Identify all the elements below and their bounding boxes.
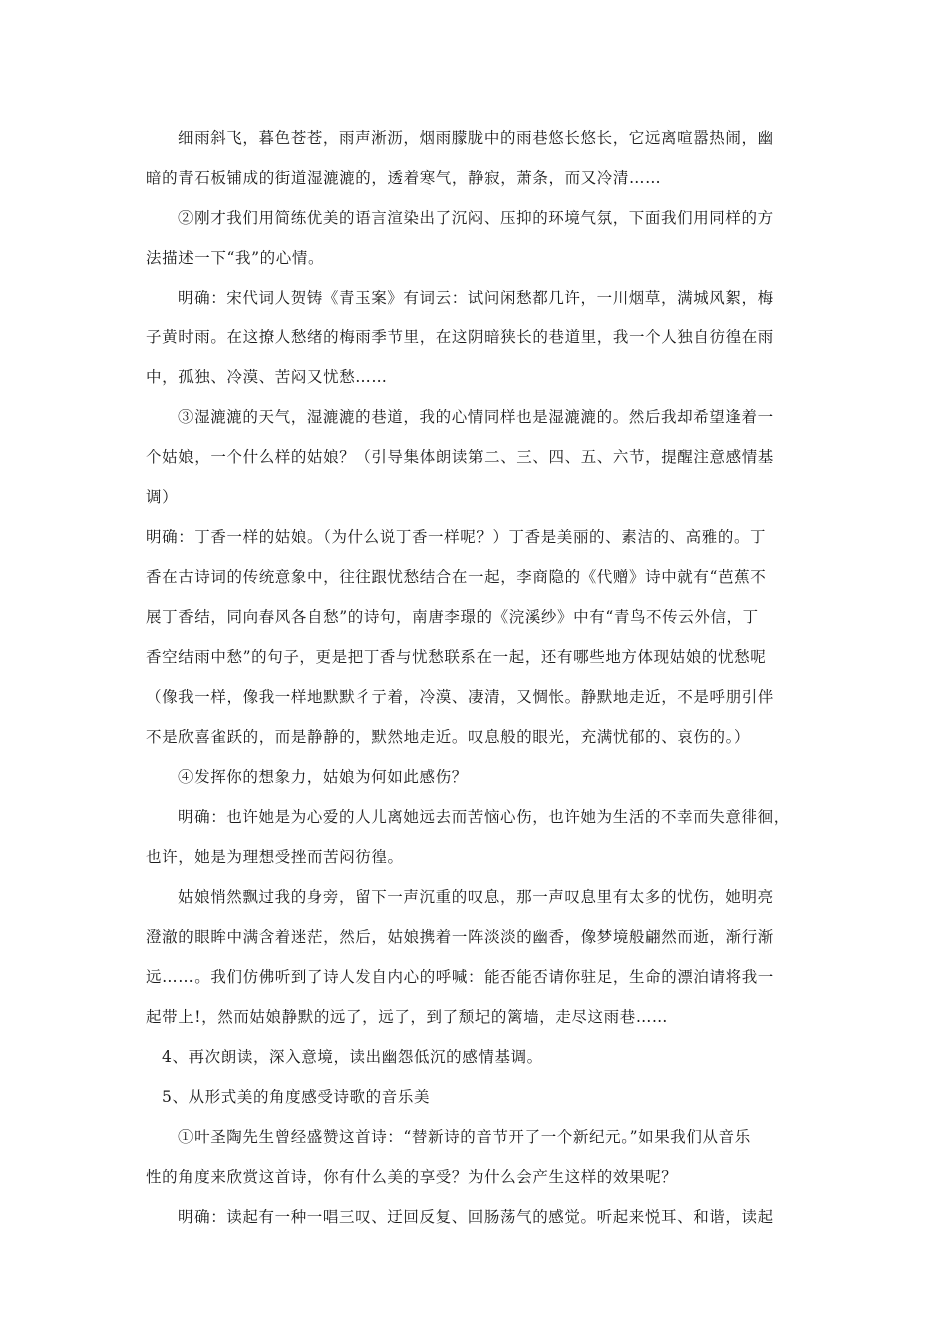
paragraph-line: 也许，她是为理想受挫而苦闷彷徨。	[146, 848, 404, 866]
paragraph-line: （像我一样，像我一样地默默彳亍着，冷漠、凄清，又惆怅。静默地走近，不是呼朋引伴	[146, 688, 774, 706]
paragraph-line: 澄澈的眼眸中满含着迷茫，然后，姑娘携着一阵淡淡的幽香，像梦境般翩然而逝，渐行渐	[146, 928, 774, 946]
paragraph-line: ②刚才我们用简练优美的语言渲染出了沉闷、压抑的环境气氛，下面我们用同样的方	[178, 209, 774, 227]
paragraph-line: 4、再次朗读，深入意境，读出幽怨低沉的感情基调。	[162, 1048, 543, 1066]
paragraph-line: 暗的青石板铺成的街道湿漉漉的，透着寒气，静寂，萧条，而又冷清……	[146, 169, 662, 187]
paragraph-line: 子黄时雨。在这撩人愁绪的梅雨季节里，在这阴暗狭长的巷道里，我一个人独自彷徨在雨	[146, 328, 774, 346]
paragraph-line: 个姑娘，一个什么样的姑娘？（引导集体朗读第二、三、四、五、六节，提醒注意感情基	[146, 448, 774, 466]
paragraph-line: 明确：丁香一样的姑娘。（为什么说丁香一样呢？）丁香是美丽的、素洁的、高雅的。丁	[146, 528, 767, 546]
paragraph-line: 香在古诗词的传统意象中，往往跟忧愁结合在一起，李商隐的《代赠》诗中就有“芭蕉不	[146, 568, 767, 586]
paragraph-line: 5、从形式美的角度感受诗歌的音乐美	[162, 1088, 431, 1106]
paragraph-line: 不是欣喜雀跃的，而是静静的，默然地走近。叹息般的眼光，充满忧郁的、哀伤的。）	[146, 728, 751, 746]
paragraph-line: 姑娘悄然飘过我的身旁，留下一声沉重的叹息，那一声叹息里有太多的忧伤，她明亮	[178, 888, 774, 906]
paragraph-line: 明确：宋代词人贺铸《青玉案》有词云：试问闲愁都几许，一川烟草，满城风絮，梅	[178, 289, 774, 307]
paragraph-line: 展丁香结，同向春风各自愁”的诗句，南唐李璟的《浣溪纱》中有“青鸟不传云外信，丁	[146, 608, 759, 626]
paragraph-line: 香空结雨中愁”的句子，更是把丁香与忧愁联系在一起，还有哪些地方体现姑娘的忧愁呢	[146, 648, 767, 666]
paragraph-line: 中，孤独、冷漠、苦闷又忧愁……	[146, 368, 388, 386]
paragraph-line: 明确：读起有一种一唱三叹、迂回反复、回肠荡气的感觉。听起来悦耳、和谐，读起	[178, 1208, 774, 1226]
paragraph-line: 调）	[146, 488, 179, 506]
paragraph-line: ③湿漉漉的天气，湿漉漉的巷道，我的心情同样也是湿漉漉的。然后我却希望逢着一	[178, 408, 774, 426]
paragraph-line: 明确：也许她是为心爱的人儿离她远去而苦恼心伤，也许她为生活的不幸而失意徘徊，	[178, 808, 790, 826]
paragraph-line: 法描述一下“我”的心情。	[146, 249, 325, 267]
paragraph-line: 起带上!，然而姑娘静默的远了，远了，到了颓圮的篱墙，走尽这雨巷……	[146, 1008, 669, 1026]
paragraph-line: 细雨斜飞，暮色苍苍，雨声淅沥，烟雨朦胧中的雨巷悠长悠长，它远离喧嚣热闹，幽	[178, 129, 774, 147]
paragraph-line: 远……。我们仿佛听到了诗人发自内心的呼喊：能否能否请你驻足，生命的漂泊请将我一	[146, 968, 774, 986]
paragraph-line: ④发挥你的想象力，姑娘为何如此感伤？	[178, 768, 468, 786]
paragraph-line: ①叶圣陶先生曾经盛赞这首诗：“替新诗的音节开了一个新纪元。”如果我们从音乐	[178, 1128, 751, 1146]
paragraph-line: 性的角度来欣赏这首诗，你有什么美的享受？为什么会产生这样的效果呢？	[146, 1168, 678, 1186]
